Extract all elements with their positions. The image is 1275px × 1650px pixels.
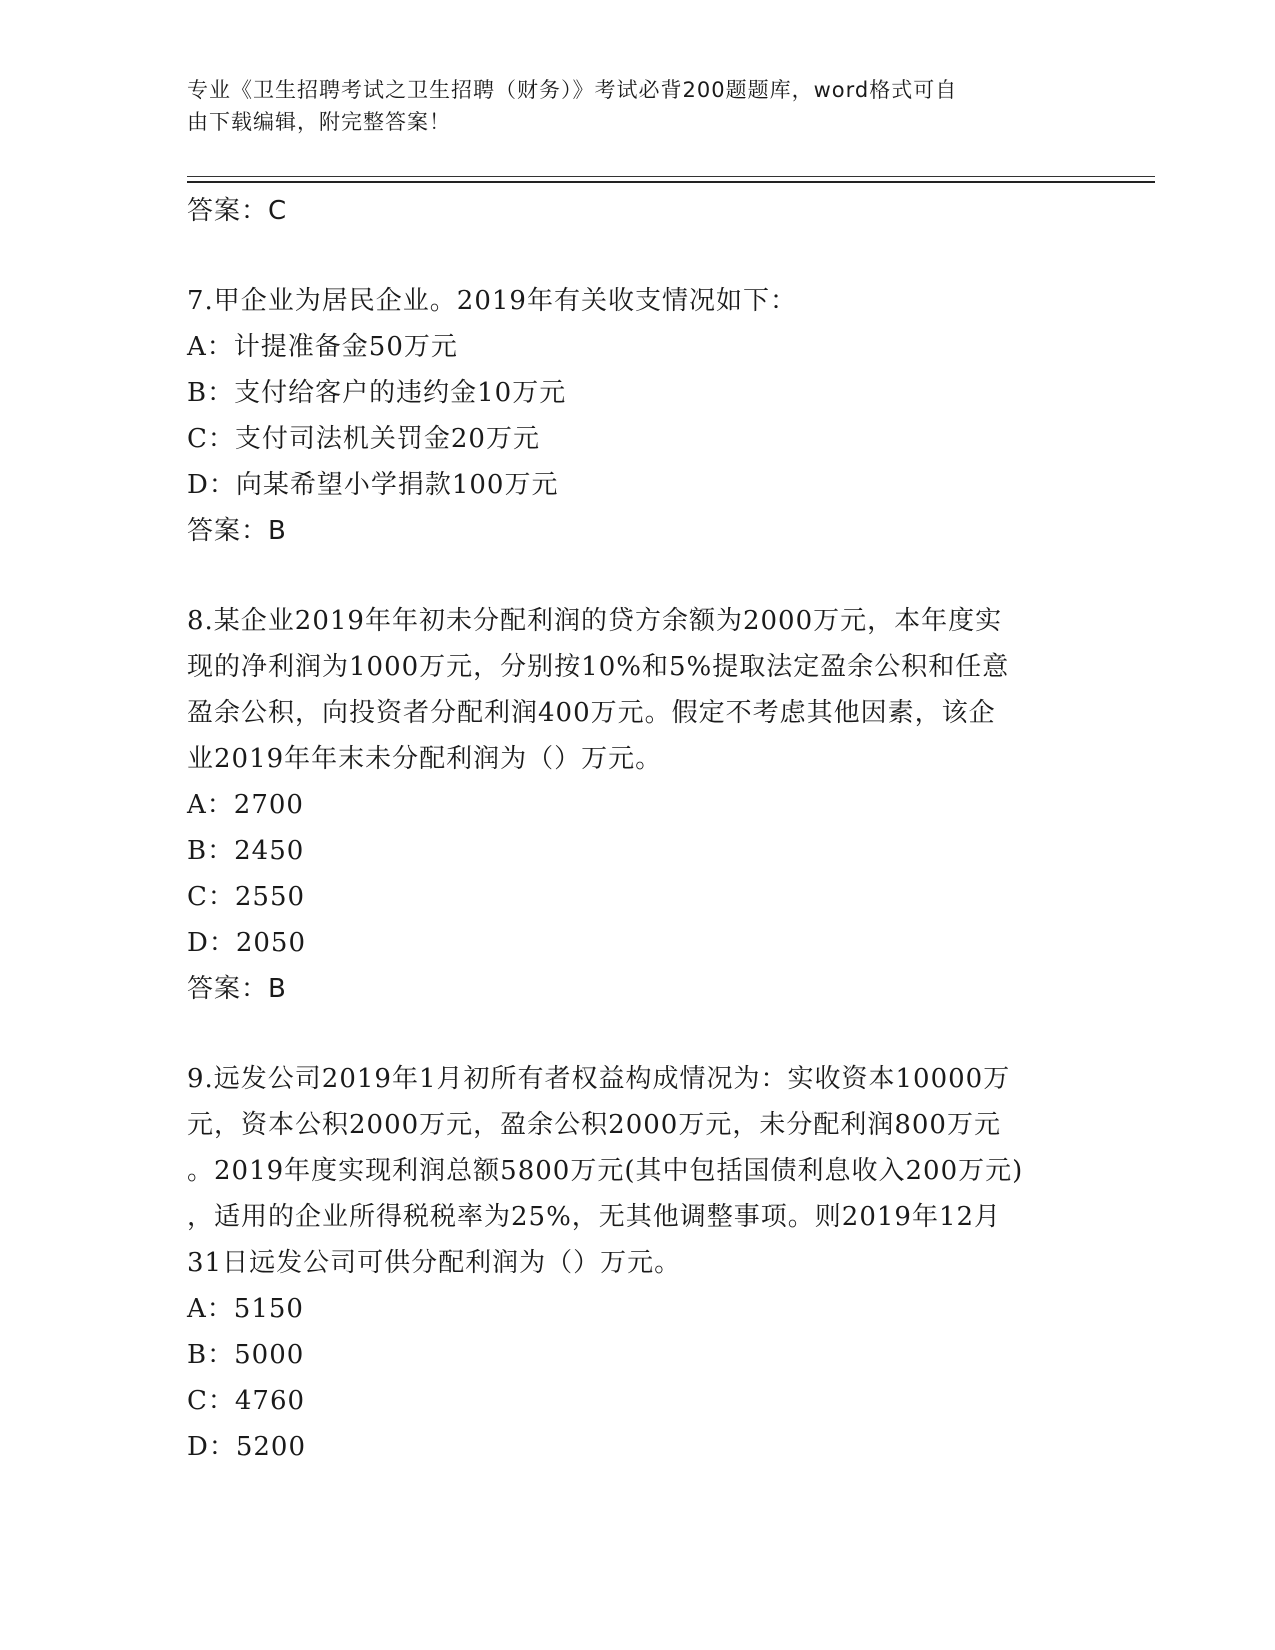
header-divider-thick (187, 181, 1155, 183)
question-9 (187, 1056, 1087, 1470)
question-9-option-d: D：5200 (187, 1432, 307, 1462)
question-9-stem-line: 9.远发公司2019年1月初所有者权益构成情况为：实收资本10000万 (187, 1064, 1011, 1094)
question-8-option-d: D：2050 (187, 928, 307, 958)
question-7-option-b: B：支付给客户的违约金10万元 (187, 378, 567, 408)
spacer (187, 554, 1087, 598)
question-9-option-c: C：4760 (187, 1386, 306, 1416)
answer-q8: 答案：B (187, 974, 287, 1004)
question-9-stem (187, 1056, 1087, 1286)
question-8-stem-line: 现的净利润为1000万元，分别按10%和5%提取法定盈余公积和任意 (187, 652, 1010, 682)
header-line-2: 由下载编辑，附完整答案！ (187, 110, 451, 134)
question-7 (187, 278, 1087, 554)
document-header (187, 74, 1067, 138)
spacer (187, 1012, 1087, 1056)
answer-q7: 答案：B (187, 516, 287, 546)
question-8 (187, 598, 1087, 1012)
question-9-option-a: A：5150 (187, 1294, 304, 1324)
question-8-stem-line: 业2019年年末未分配利润为（）万元。 (187, 744, 663, 774)
question-9-stem-line: 。2019年度实现利润总额5800万元(其中包括国债利息收入200万元) (187, 1156, 1024, 1186)
question-content (187, 188, 1087, 1470)
header-divider-thin (187, 176, 1155, 177)
question-8-stem-line: 盈余公积，向投资者分配利润400万元。假定不考虑其他因素，该企 (187, 698, 996, 728)
spacer (187, 234, 1087, 278)
question-9-stem-line: 31日远发公司可供分配利润为（）万元。 (187, 1248, 682, 1278)
question-8-option-a: A：2700 (187, 790, 304, 820)
question-8-option-c: C：2550 (187, 882, 306, 912)
answer-q6: 答案：C (187, 196, 288, 226)
question-7-option-a: A：计提准备金50万元 (187, 332, 458, 362)
question-8-option-b: B：2450 (187, 836, 305, 866)
question-9-option-b: B：5000 (187, 1340, 305, 1370)
question-9-stem-line: 元，资本公积2000万元，盈余公积2000万元，未分配利润800万元 (187, 1110, 1001, 1140)
question-7-option-c: C：支付司法机关罚金20万元 (187, 424, 540, 454)
question-7-option-d: D：向某希望小学捐款100万元 (187, 470, 559, 500)
header-line-1: 专业《卫生招聘考试之卫生招聘（财务）》考试必背200题题库，word格式可自 (187, 78, 958, 102)
question-7-stem: 7.甲企业为居民企业。2019年有关收支情况如下： (187, 286, 797, 316)
question-8-stem-line: 8.某企业2019年年初未分配利润的贷方余额为2000万元，本年度实 (187, 606, 1003, 636)
question-8-stem (187, 598, 1087, 782)
question-9-stem-line: ，适用的企业所得税税率为25%，无其他调整事项。则2019年12月 (187, 1202, 1002, 1232)
